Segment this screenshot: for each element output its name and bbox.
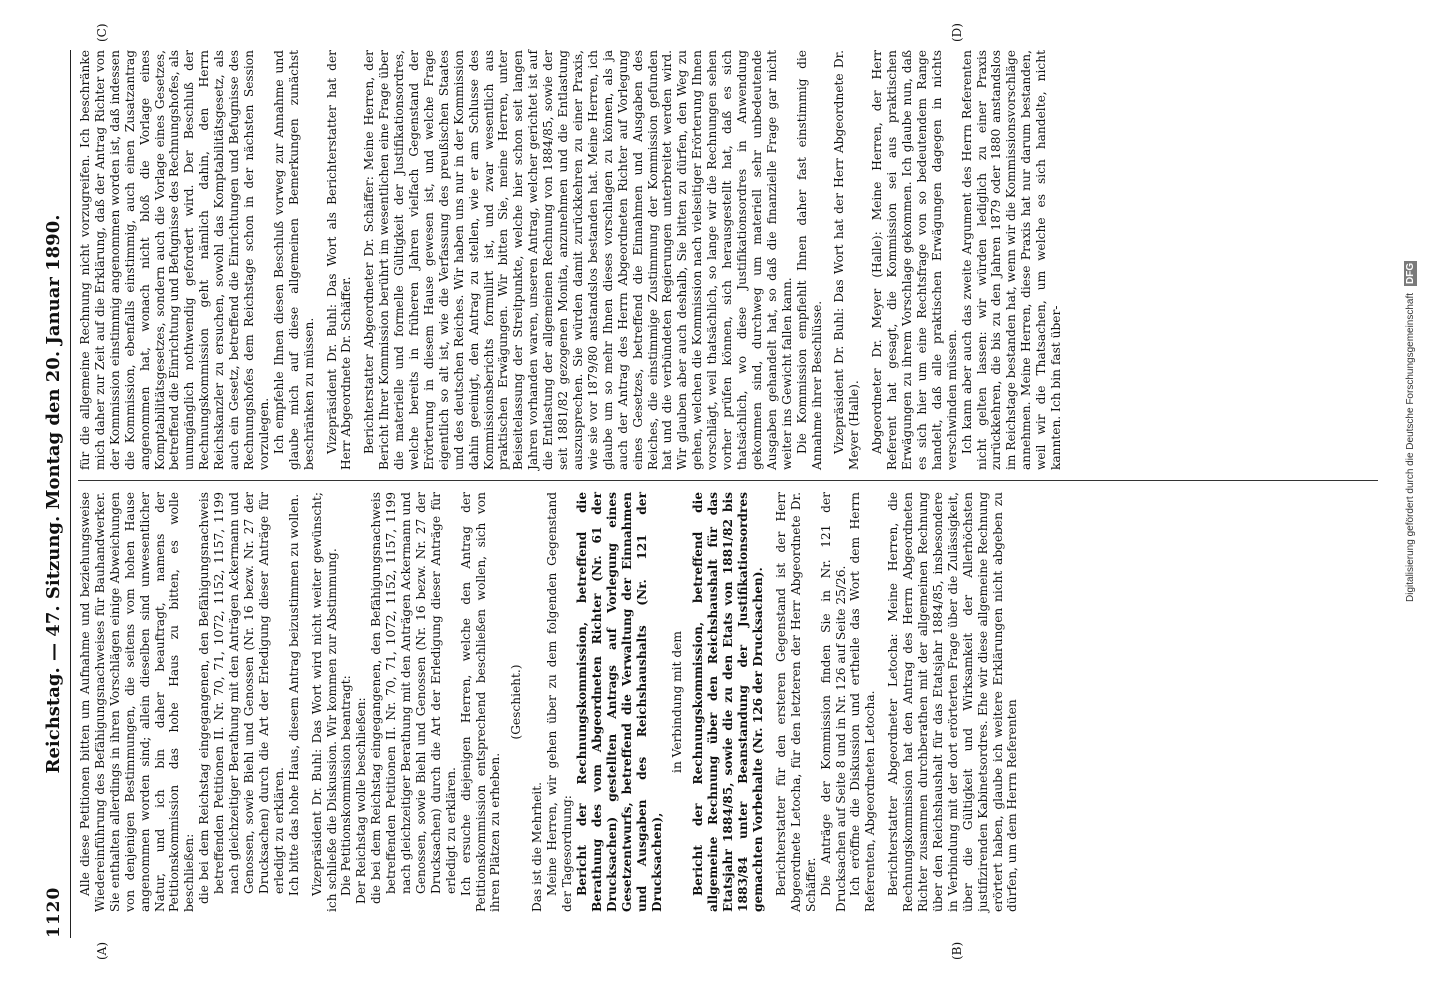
digitization-note: Digitalisierung gefördert durch die Deutsche Forschungsgemeinschaft xyxy=(1405,292,1416,602)
agenda-item: Bericht der Rechnungskommission, betreffend die Berathung des vom Abgeordneten Richter (Nr. 61 der Drucksachen) gestellten Antrags auf Vorlegung eines Gesetzentwurfs, betreffend die Verwaltung der Einnahmen und Ausgaben des Reichshaushalts (Nr. 121 der Drucksachen), xyxy=(575,492,664,912)
column-divider xyxy=(78,480,1378,481)
paragraph: Die Anträge der Kommission finden Sie in Nr. 121 der Drucksachen auf Seite 8 und in Nr. 126 auf Seite 25/26. xyxy=(818,492,848,912)
page-title: Reichstag. — 47. Sitzung. Montag den 20. Januar 1890. xyxy=(43,214,64,774)
margin-mark-a: (A) xyxy=(95,941,109,960)
paragraph: Der Reichstag wolle beschließen: xyxy=(354,697,369,904)
right-column xyxy=(78,50,1064,470)
margin-mark-d: (D) xyxy=(950,23,964,42)
paragraph: Berichterstatter für den ersteren Gegenstand ist der Herr Abgeordnete Letocha, für den letzteren der Herr Abgeordnete Dr. Schäffer. xyxy=(773,492,818,912)
paragraph: Die Kommission empfiehlt Ihnen daher fast einstimmig die Annahme ihrer Beschlüsse. xyxy=(794,50,824,470)
page-header xyxy=(40,50,71,938)
page-number: 1120 xyxy=(44,886,64,938)
speaker-paragraph: Vizepräsident Dr. Buhl: Das Wort als Berichterstatter hat der Herr Abgeordnete Dr. Schäffer. xyxy=(324,50,354,470)
margin-mark-b: (B) xyxy=(950,941,964,960)
paragraph: Das ist die Mehrheit. xyxy=(530,782,545,912)
paragraph: Ich empfehle Ihnen diesen Beschluß vorweg zur Annahme und glaube mich auf diese allgemeinen Bemerkungen zunächst beschränken zu müssen. xyxy=(271,50,316,470)
paragraph: in Verbindung mit dem xyxy=(670,631,685,773)
left-column xyxy=(78,492,1020,912)
motion-text: die bei dem Reichstag eingegangenen, den Befähigungsnachweis betreffenden Petitionen II. Nr. 70, 71, 1072, 1152, 1157, 1199 nach gleichzeitiger Berathung mit den Anträgen Ackermann und Genossen, sowie Biehl und Genossen (Nr. 16 bezw. Nr. 27 der Drucksachen) durch die Art der Erledigung dieser Anträge für erledigt zu erklären. xyxy=(369,492,458,904)
stage-direction: (Geschieht.) xyxy=(509,664,524,740)
paragraph: Ich ersuche diejenigen Herren, welche den Antrag der Petitionskommission entsprechend beschließen wollen, sich von ihren Plätzen zu erheben. xyxy=(458,492,503,912)
speaker-paragraph: Abgeordneter Dr. Meyer (Halle): Meine Herren, der Herr Referent hat gesagt, die Kommission sei aus praktischen Erwägungen zu ihrem Vorschlage gekommen. Ich glaube nun, daß es sich hier um eine Rechtsfrage von so bedeutendem Range handelt, daß alle praktischen Erwägungen dagegen in nichts verschwinden müssen. xyxy=(870,50,959,470)
speaker-paragraph: Berichterstatter Abgeordneter Letocha: Meine Herren, die Rechnungskommission hat den Antrag des Herrn Abgeordneten Richter zusammen durchberathen mit der allgemeinen Rechnung über den Reichshaushalt für das Etatsjahr 1884/85, insbesondere in Verbindung mit der dort erörterten Frage über die Zulässigkeit, über die Gültigkeit und Wirksamkeit der Allerhöchsten justifizirenden Kabinetsordres. Ehe wir diese allgemeine Rechnung erörtert haben, glaube ich weitere Erklärungen nicht abgeben zu dürfen, um dem Herrn Referenten xyxy=(886,492,1020,912)
digitization-footer xyxy=(1404,22,1426,602)
dfg-logo: DFG xyxy=(1405,263,1416,285)
paragraph: Ich eröffne die Diskussion und ertheile das Wort dem Herrn Referenten, Abgeordneten Letocha. xyxy=(848,492,878,912)
motion-text: die bei dem Reichstag eingegangenen, den Befähigungsnachweis betreffenden Petitionen II. Nr. 70, 71, 1072, 1152, 1157, 1199 nach gleichzeitiger Berathung mit den Anträgen Ackermann und Genossen, sowie Biehl und Genossen (Nr. 16 bezw. Nr. 27 der Drucksachen) durch die Art der Erledigung dieser Anträge für erledigt zu erklären. xyxy=(197,492,286,904)
paragraph: Alle diese Petitionen bitten um Aufnahme und beziehungsweise Wiedereinführung des Befähigungsnachweises für Bauhandwerker. Sie enthalten allerdings in ihren Vorschlägen einige Abweichungen von denjenigen Bestimmungen, die seitens vom hohen Hause angenommen worden sind; allein dieselben sind unwesentlicher Natur, und ich bin daher beauftragt, namens der Petitionskommission das hohe Haus zu bitten, es wolle beschließen: xyxy=(78,492,197,912)
speaker-paragraph: Vizepräsident Dr. Buhl: Das Wort wird nicht weiter gewünscht; ich schließe die Diskussion. Wir kommen zur Abstimmung. xyxy=(309,492,339,912)
paragraph: Meine Herren, wir gehen über zu dem folgenden Gegenstand der Tagesordnung: xyxy=(545,492,575,912)
speaker-paragraph: Berichterstatter Abgeordneter Dr. Schäffer: Meine Herren, der Bericht Ihrer Kommission berührt im wesentlichen eine Frage über die materielle und formelle Gültigkeit der Justifikationsordres, welche bereits in früheren Jahren vielfach Gegenstand der Erörterung in diesem Hause gewesen ist, und welche Frage eigentlich so alt ist, wie die Verfassung des preußischen Staates und des deutschen Reiches. Wir haben uns nur in der Kommission dahin geeinigt, den Antrag zu stellen, wie er am Schlusse des Kommissionsberichts formulirt ist, und zwar wesentlich aus praktischen Erwägungen. Wir bitten Sie, meine Herren, unter Beiseitelassung der Streitpunkte, welche hier schon seit langen Jahren vorhanden waren, unseren Antrag, welcher gerichtet ist auf die Entlastung der allgemeinen Rechnung von 1884/85, sowie der seit 1881/82 gezogenen Monita, anzunehmen und die Entlastung auszusprechen. Sie würden damit zurückkehren zu einer Praxis, wie sie vor 1879/80 anstandslos bestanden hat. Meine Herren, ich glaube um so mehr Ihnen dieses vorschlagen zu können, als ja auch der Antrag des Herrn Abgeordneten Richter auf Vorlegung eines Gesetzes, betreffend die Einnahmen und Ausgaben des Reiches, die einstimmige Zustimmung der Kommission gefunden hat und die verbündeten Regierungen unterbreitet werden wird. Wir glauben aber auch deshalb, Sie bitten zu dürfen, den Weg zu gehen, welchen die Kommission nach vielseitiger Erörterung Ihnen vorschlägt, weil thatsächlich, so lange wir die Rechnungen sehen vorher prüfen können, sich herausgestellt hat, daß es sich thatsächlich, wo diese Justifikationsordres in Anwendung gekommen sind, durchweg um materiell sehr unbedeutende Ausgaben gehandelt hat, so daß die finanzielle Frage gar nicht weiter ins Gewicht fallen kann. xyxy=(362,50,794,470)
agenda-item: Bericht der Rechnungskommission, betreffend die allgemeine Rechnung über den Reichshaushalt für das Etatsjahr 1884/85, sowie die zu den Etats von 1881/82 bis 1883/84 unter Beanstandung der Justifikationsordres gemachten Vorbehalte (Nr. 126 der Drucksachen). xyxy=(691,492,765,912)
paragraph: Die Petitionskommission beantragt: xyxy=(339,675,354,896)
paragraph: für die allgemeine Rechnung nicht vorzugreifen. Ich beschränke mich daher zur Zeit auf die Erklärung, daß der Antrag Richter von der Kommission einstimmig angenommen worden ist, daß indessen die Kommission, ebenfalls einstimmig, auch einen Zusatzantrag angenommen hat, wonach nicht bloß die Vorlage eines Komptabilitätsgesetzes, sondern auch die Vorlage eines Gesetzes, betreffend die Einrichtung und Befugnisse des Rechnungshofes, als unumgänglich nothwendig gefordert wird. Der Beschluß der Rechnungskommission geht nämlich dahin, den Herrn Reichskanzler zu ersuchen, sowohl das Komptabilitätsgesetz, als auch ein Gesetz, betreffend die Einrichtungen und Befugnisse des Rechnungshofes dem Reichstage schon in der nächsten Session vorzulegen. xyxy=(78,50,271,470)
speaker-paragraph: Vizepräsident Dr. Buhl: Das Wort hat der Herr Abgeordnete Dr. Meyer (Halle). xyxy=(832,50,862,470)
paragraph: Ich kann aber auch das zweite Argument des Herrn Referenten nicht gelten lassen: wir würden lediglich zu einer Praxis zurückkehren, die bis zu den Jahren 1879 oder 1880 anstandslos im Reichstage bestanden hat, wenn wir die Kommissionsvorschläge annehmen. Meine Herren, diese Praxis hat nur darum bestanden, weil wir die Thatsachen, um welche es sich handelte, nicht kannten. Ich bin fast über- xyxy=(959,50,1064,470)
paragraph: Ich bitte das hohe Haus, diesem Antrag beizustimmen zu wollen. xyxy=(286,493,301,896)
margin-mark-c: (C) xyxy=(95,23,109,42)
